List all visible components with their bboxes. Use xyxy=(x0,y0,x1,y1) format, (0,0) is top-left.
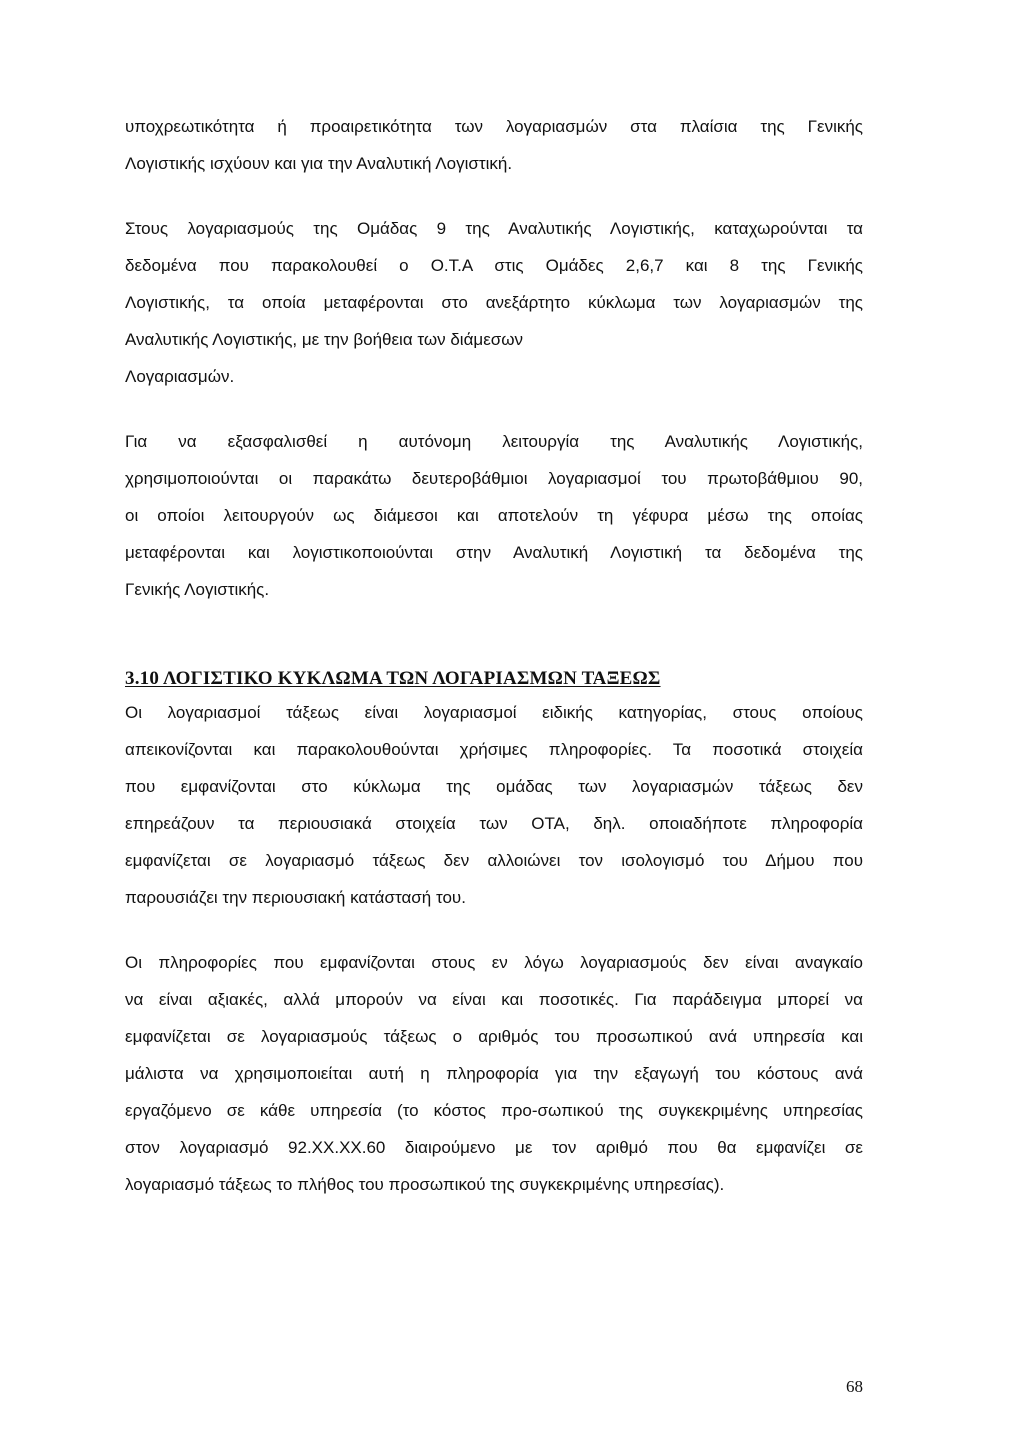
text-line: υποχρεωτικότητα ή προαιρετικότητα των λογαριασμών στα πλαίσια της Γενικής xyxy=(125,117,863,136)
text-line: Λογαριασμών. xyxy=(125,367,235,386)
text-line: επηρεάζουν τα περιουσιακά στοιχεία των ΟΤΑ, δηλ. οποιαδήποτε πληροφορία xyxy=(125,814,863,833)
text-line: δεδομένα που παρακολουθεί ο Ο.Τ.Α στις Ομάδες 2,6,7 και 8 της Γενικής xyxy=(125,256,863,275)
text-line: Λογιστικής, τα οποία μεταφέρονται στο ανεξάρτητο κύκλωμα των λογαριασμών της xyxy=(125,293,863,312)
paragraph-1 xyxy=(125,108,863,182)
text-line: Οι λογαριασμοί τάξεως είναι λογαριασμοί ειδικής κατηγορίας, στους οποίους xyxy=(125,703,863,722)
paragraph-2 xyxy=(125,210,863,395)
text-line: χρησιμοποιούνται οι παρακάτω δευτεροβάθμιοι λογαριασμοί του πρωτοβάθμιου 90, xyxy=(125,469,863,488)
text-line: Οι πληροφορίες που εμφανίζονται στους εν λόγω λογαριασμούς δεν είναι αναγκαίο xyxy=(125,953,863,972)
text-line: να είναι αξιακές, αλλά μπορούν να είναι και ποσοτικές. Για παράδειγμα μπορεί να xyxy=(125,990,863,1009)
text-line: μεταφέρονται και λογιστικοποιούνται στην Αναλυτική Λογιστική τα δεδομένα της xyxy=(125,543,863,562)
text-line: παρουσιάζει την περιουσιακή κατάστασή του. xyxy=(125,888,466,907)
text-line: μάλιστα να χρησιμοποιείται αυτή η πληροφορία για την εξαγωγή του κόστους ανά xyxy=(125,1064,863,1083)
text-line: εργαζόμενο σε κάθε υπηρεσία (το κόστος προ-σωπικού της συγκεκριμένης υπηρεσίας xyxy=(125,1101,863,1120)
text-line: που εμφανίζονται στο κύκλωμα της ομάδας των λογαριασμών τάξεως δεν xyxy=(125,777,863,796)
text-line: απεικονίζονται και παρακολουθούνται χρήσιμες πληροφορίες. Τα ποσοτικά στοιχεία xyxy=(125,740,863,759)
document-page xyxy=(125,108,863,1203)
page-number: 68 xyxy=(846,1377,863,1396)
text-line: Αναλυτικής Λογιστικής, με την βοήθεια των διάμεσων xyxy=(125,330,524,349)
text-line: Λογιστικής ισχύουν και για την Αναλυτική Λογιστική. xyxy=(125,154,513,173)
text-line: Για να εξασφαλισθεί η αυτόνομη λειτουργία της Αναλυτικής Λογιστικής, xyxy=(125,432,863,451)
text-line: λογαριασμό τάξεως το πλήθος του προσωπικού της συγκεκριμένης υπηρεσίας). xyxy=(125,1175,725,1194)
paragraph-4 xyxy=(125,694,863,916)
section-heading: 3.10 ΛΟΓΙΣΤΙΚΟ ΚΥΚΛΩΜΑ ΤΩΝ ΛΟΓΑΡΙΑΣΜΩΝ ΤΑΞΕΩΣ xyxy=(125,668,661,689)
text-line: οι οποίοι λειτουργούν ως διάμεσοι και αποτελούν τη γέφυρα μέσω της οποίας xyxy=(125,506,863,525)
text-line: εμφανίζεται σε λογαριασμό τάξεως δεν αλλοιώνει τον ισολογισμό του Δήμου που xyxy=(125,851,863,870)
paragraph-5 xyxy=(125,944,863,1203)
text-line: Στους λογαριασμούς της Ομάδας 9 της Αναλυτικής Λογιστικής, καταχωρούνται τα xyxy=(125,219,863,238)
paragraph-3 xyxy=(125,423,863,608)
text-line: εμφανίζεται σε λογαριασμούς τάξεως ο αριθμός του προσωπικού ανά υπηρεσία και xyxy=(125,1027,863,1046)
text-line: Γενικής Λογιστικής. xyxy=(125,580,270,599)
text-line: στον λογαριασμό 92.ΧΧ.ΧΧ.60 διαιρούμενο με τον αριθμό που θα εμφανίζει σε xyxy=(125,1138,863,1157)
